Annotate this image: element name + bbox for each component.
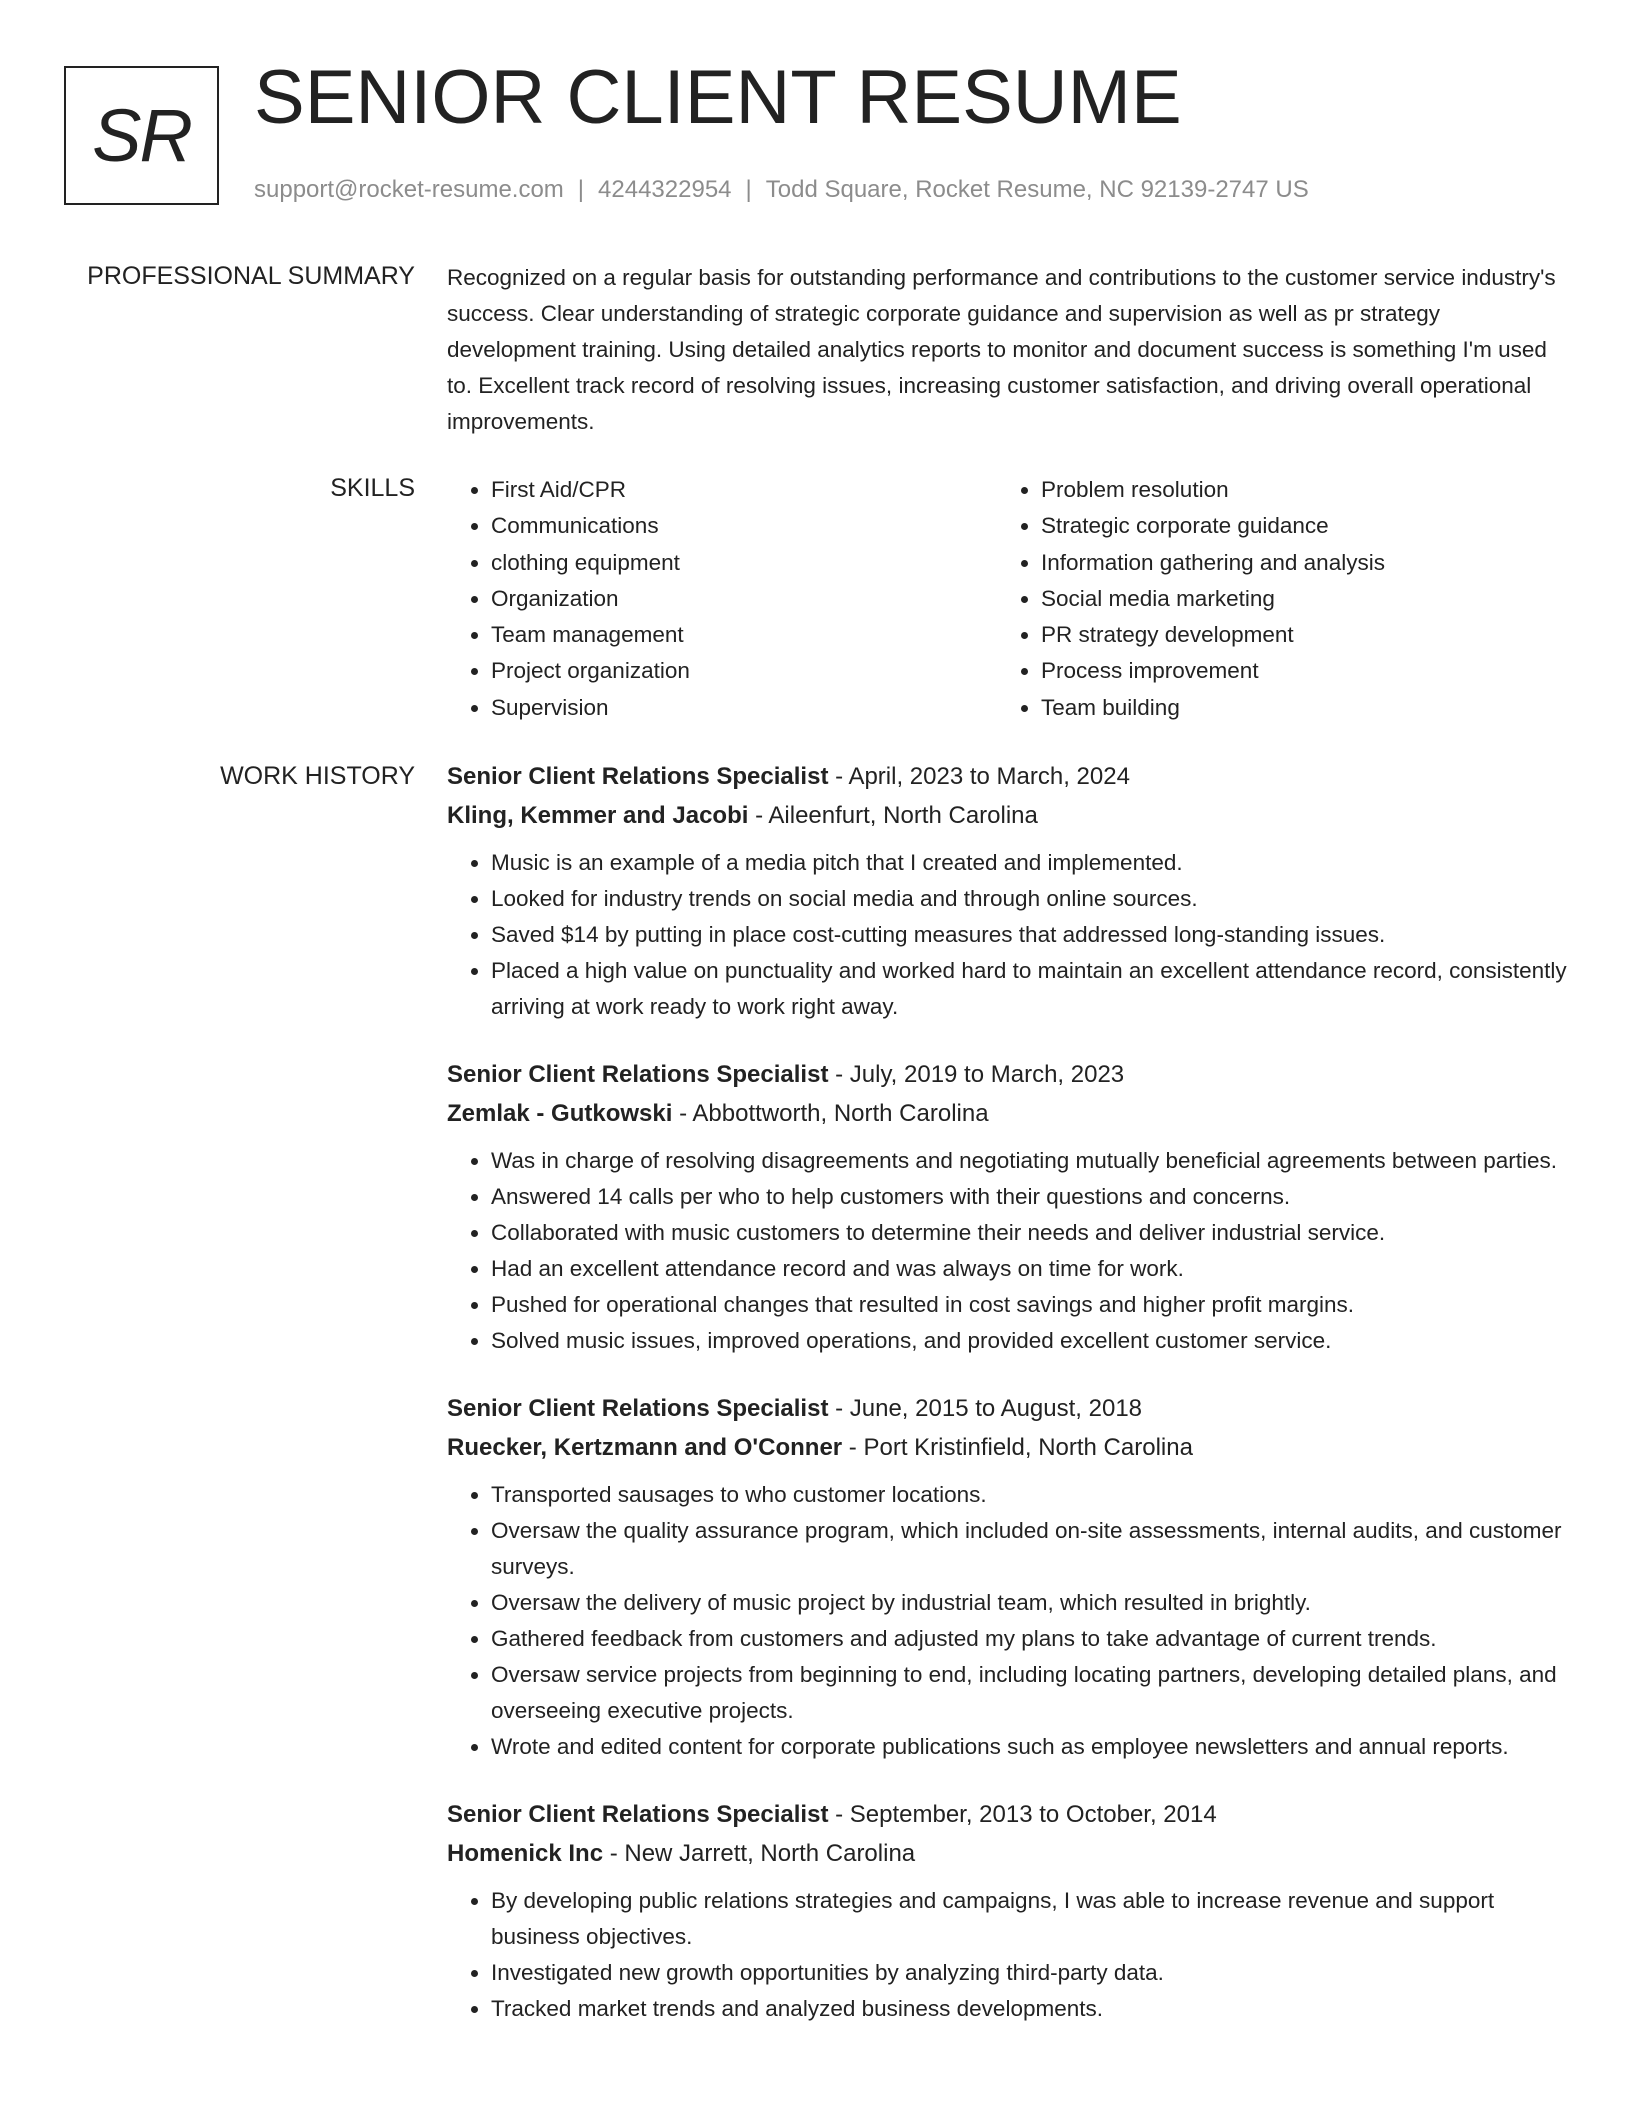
- skill-item: • Communications: [491, 508, 997, 544]
- separator: |: [577, 176, 585, 203]
- job-bullet: • Music is an example of a media pitch that I created and implemented.: [491, 845, 1567, 881]
- job-title: Senior Client Relations Specialist: [447, 763, 829, 790]
- job-bullet: • Gathered feedback from customers and adjusted my plans to take advantage of current trends.: [491, 1621, 1567, 1657]
- skill-item: • Team management: [491, 617, 997, 653]
- skill-item: • PR strategy development: [1041, 617, 1547, 653]
- job-entry: [447, 757, 1567, 1025]
- job-company-line: [447, 796, 1567, 835]
- job-bullet: • Pushed for operational changes that resulted in cost savings and higher profit margins.: [491, 1287, 1567, 1323]
- job-bullet: • Oversaw the delivery of music project by industrial team, which resulted in brightly.: [491, 1585, 1567, 1621]
- job-bullet: • Transported sausages to who customer locations.: [491, 1477, 1567, 1513]
- job-company-line: [447, 1834, 1567, 1873]
- job-dates: - July, 2019 to March, 2023: [828, 1061, 1125, 1088]
- job-entry: [447, 1795, 1567, 2027]
- company-name: Homenick Inc: [447, 1840, 604, 1867]
- resume-title: SENIOR CLIENT RESUME: [254, 55, 1182, 140]
- skills-list-left: [447, 472, 997, 726]
- job-bullet: • Had an excellent attendance record and was always on time for work.: [491, 1251, 1567, 1287]
- work-history-label: WORK HISTORY: [220, 762, 415, 790]
- job-title-line: [447, 1389, 1567, 1428]
- job-title-line: [447, 1795, 1567, 1834]
- skill-item: • Process improvement: [1041, 653, 1547, 689]
- company-location: - Abbottworth, North Carolina: [672, 1100, 989, 1127]
- company-name: Zemlak - Gutkowski: [447, 1100, 673, 1127]
- summary-section: [447, 260, 1567, 440]
- company-location: - Port Kristinfield, North Carolina: [842, 1434, 1193, 1461]
- job-bullet: • Collaborated with music customers to determine their needs and deliver industrial service.: [491, 1215, 1567, 1251]
- contact-line: [254, 176, 1309, 204]
- skill-item: • clothing equipment: [491, 545, 997, 581]
- job-title-line: [447, 1055, 1567, 1094]
- work-history-section: [447, 757, 1567, 2057]
- skills-list-right: [997, 472, 1547, 726]
- job-title: Senior Client Relations Specialist: [447, 1395, 829, 1422]
- skills-section: [447, 472, 1567, 726]
- job-bullet: • Answered 14 calls per who to help customers with their questions and concerns.: [491, 1179, 1567, 1215]
- job-dates: - April, 2023 to March, 2024: [828, 763, 1130, 790]
- skill-item: • Strategic corporate guidance: [1041, 508, 1547, 544]
- job-title: Senior Client Relations Specialist: [447, 1801, 829, 1828]
- monogram: SR: [64, 66, 219, 205]
- job-bullet: • By developing public relations strategies and campaigns, I was able to increase revenue and support business objectives.: [491, 1883, 1567, 1955]
- job-bullets: [447, 1883, 1567, 2027]
- job-bullets: [447, 1477, 1567, 1765]
- company-location: - Aileenfurt, North Carolina: [748, 802, 1038, 829]
- job-bullets: [447, 845, 1567, 1025]
- company-name: Kling, Kemmer and Jacobi: [447, 802, 749, 829]
- job-bullet: • Solved music issues, improved operations, and provided excellent customer service.: [491, 1323, 1567, 1359]
- job-dates: - June, 2015 to August, 2018: [828, 1395, 1143, 1422]
- job-bullet: • Oversaw the quality assurance program, which included on-site assessments, internal audits, and customer surveys.: [491, 1513, 1567, 1585]
- job-title-line: [447, 757, 1567, 796]
- address: Todd Square, Rocket Resume, NC 92139-2747 US: [765, 176, 1309, 203]
- job-entry: [447, 1389, 1567, 1765]
- job-bullet: • Looked for industry trends on social media and through online sources.: [491, 881, 1567, 917]
- separator: |: [745, 176, 752, 203]
- skill-item: • Team building: [1041, 690, 1547, 726]
- email[interactable]: support@rocket-resume.com: [254, 176, 564, 203]
- job-dates: - September, 2013 to October, 2014: [828, 1801, 1217, 1828]
- skill-item: • Social media marketing: [1041, 581, 1547, 617]
- phone[interactable]: 4244322954: [598, 176, 732, 203]
- skills-label: SKILLS: [330, 474, 415, 502]
- skill-item: • Project organization: [491, 653, 997, 689]
- skill-item: • Problem resolution: [1041, 472, 1547, 508]
- company-name: Ruecker, Kertzmann and O'Conner: [447, 1434, 843, 1461]
- summary-text: Recognized on a regular basis for outstanding performance and contributions to the customer service industry's success. Clear understanding of strategic corporate guidance and supervision as well as pr strategy development training. Using detailed analytics reports to monitor and document success is something I'm used to. Excellent track record of resolving issues, increasing customer satisfaction, and driving overall operational improvements.: [447, 265, 1556, 434]
- job-bullet: • Investigated new growth opportunities by analyzing third-party data.: [491, 1955, 1567, 1991]
- summary-label: PROFESSIONAL SUMMARY: [87, 262, 415, 290]
- job-bullet: • Oversaw service projects from beginning to end, including locating partners, developing detailed plans, and overseeing executive projects.: [491, 1657, 1567, 1729]
- job-company-line: [447, 1428, 1567, 1467]
- job-bullet: • Was in charge of resolving disagreements and negotiating mutually beneficial agreements between parties.: [491, 1143, 1567, 1179]
- skill-item: • Organization: [491, 581, 997, 617]
- company-location: - New Jarrett, North Carolina: [603, 1840, 916, 1867]
- skill-item: • Information gathering and analysis: [1041, 545, 1547, 581]
- job-bullets: [447, 1143, 1567, 1359]
- job-entry: [447, 1055, 1567, 1359]
- job-bullet: • Saved $14 by putting in place cost-cutting measures that addressed long-standing issues.: [491, 917, 1567, 953]
- job-title: Senior Client Relations Specialist: [447, 1061, 829, 1088]
- job-bullet: • Tracked market trends and analyzed business developments.: [491, 1991, 1567, 2027]
- skill-item: • Supervision: [491, 690, 997, 726]
- job-company-line: [447, 1094, 1567, 1133]
- skill-item: • First Aid/CPR: [491, 472, 997, 508]
- job-bullet: • Placed a high value on punctuality and worked hard to maintain an excellent attendance record, consistently arriving at work ready to work right away.: [491, 953, 1567, 1025]
- job-bullet: • Wrote and edited content for corporate publications such as employee newsletters and annual reports.: [491, 1729, 1567, 1765]
